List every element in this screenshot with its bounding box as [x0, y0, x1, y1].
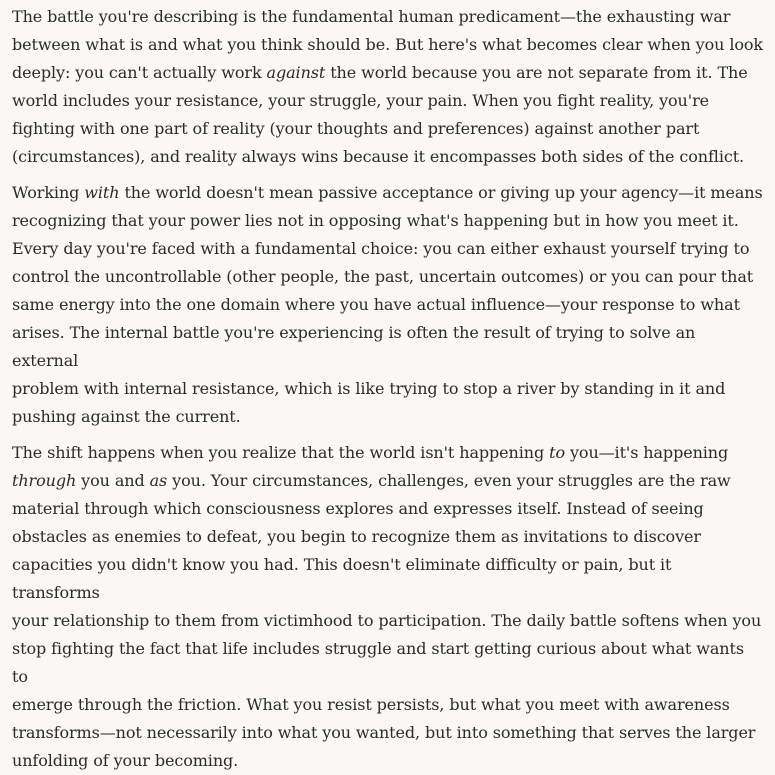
text-run: The shift happens when you realize that the world isn't happening [12, 443, 550, 462]
text-line [12, 555, 671, 602]
emphasized-text: as [149, 471, 168, 490]
text-run: (circumstances), and reality always wins because it encompasses both sides of the conflict. [12, 147, 745, 166]
text-line [12, 239, 749, 258]
text-run: stop fighting the fact that life includes struggle and start getting curious about what wants to [12, 639, 744, 686]
text-run: you—it's happening [564, 443, 729, 462]
text-run: between what is and what you think should be. But here's what becomes clear when you look [12, 35, 764, 54]
text-run: The battle you're describing is the fundamental human predicament—the exhausting war [12, 7, 731, 26]
text-line [12, 295, 740, 314]
text-line [12, 471, 731, 490]
text-run: the world because you are not separate from it. The [325, 63, 748, 82]
text-run: recognizing that your power lies not in opposing what's happening but in how you meet it. [12, 211, 739, 230]
text-run: pushing against the current. [12, 407, 241, 426]
text-run: deeply: you can't actually work [12, 63, 267, 82]
text-run: fighting with one part of reality (your thoughts and preferences) against another part [12, 119, 700, 138]
text-line [12, 751, 238, 770]
text-run: Every day you're faced with a fundamental choice: you can either exhaust yourself trying to [12, 239, 750, 258]
text-line [12, 443, 728, 462]
text-run: material through which consciousness explores and expresses itself. Instead of seeing [12, 499, 704, 518]
text-line [12, 63, 748, 82]
text-run: transforms—not necessarily into what you wanted, but into something that serves the larger [12, 723, 756, 742]
text-line [12, 183, 763, 202]
text-run: arises. The internal battle you're experiencing is often the result of trying to solve an external [12, 323, 696, 370]
text-line [12, 211, 739, 230]
text-run: capacities you didn't know you had. This doesn't eliminate difficulty or pain, but it transforms [12, 555, 672, 602]
text-run: world includes your resistance, your struggle, your pain. When you fight reality, you're [12, 91, 709, 110]
text-run: you and [76, 471, 150, 490]
text-run: your relationship to them from victimhood to participation. The daily battle softens when you [12, 611, 762, 630]
text-run: unfolding of your becoming. [12, 751, 239, 770]
text-line [12, 7, 730, 26]
text-line [12, 323, 695, 370]
emphasized-text: to [549, 443, 565, 462]
emphasized-text: through [12, 471, 77, 490]
text-line [12, 527, 701, 546]
text-line [12, 35, 763, 54]
text-line [12, 407, 241, 426]
text-run: emerge through the friction. What you resist persists, but what you meet with awareness [12, 695, 730, 714]
text-run: the world doesn't mean passive acceptance or giving up your agency—it means [119, 183, 763, 202]
text-run: problem with internal resistance, which is like trying to stop a river by standing in it and [12, 379, 726, 398]
emphasized-text: against [266, 63, 326, 82]
emphasized-text: with [84, 183, 120, 202]
text-line [12, 611, 761, 630]
text-line [12, 639, 744, 686]
text-line [12, 119, 699, 138]
document-body [12, 3, 775, 775]
text-line [12, 267, 753, 286]
text-line [12, 379, 725, 398]
paragraph [12, 439, 764, 775]
text-run: obstacles as enemies to defeat, you begin to recognize them as invitations to discover [12, 527, 701, 546]
text-line [12, 91, 709, 110]
text-run: you. Your circumstances, challenges, even your struggles are the raw [167, 471, 731, 490]
paragraph [12, 3, 764, 171]
paragraph [12, 179, 764, 431]
text-line [12, 695, 730, 714]
text-run: same energy into the one domain where you have actual influence—your response to what [12, 295, 740, 314]
text-line [12, 499, 704, 518]
text-line [12, 147, 744, 166]
text-run: Working [12, 183, 85, 202]
text-line [12, 723, 755, 742]
text-run: control the uncontrollable (other people, the past, uncertain outcomes) or you can pour that [12, 267, 754, 286]
